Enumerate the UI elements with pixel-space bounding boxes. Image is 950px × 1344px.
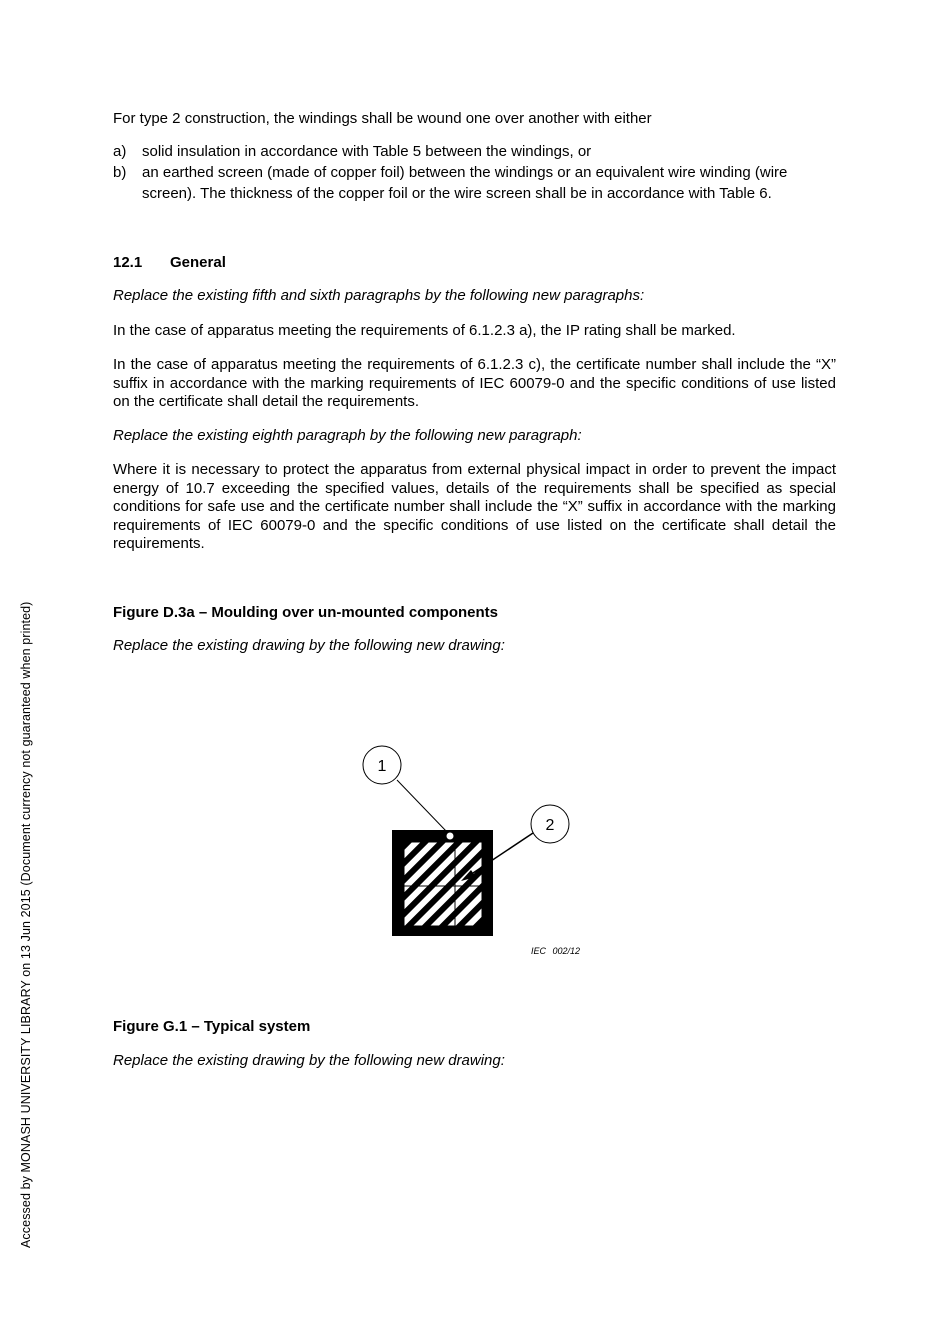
- hatched-component: [404, 842, 482, 926]
- body-paragraph: In the case of apparatus meeting the requirements of 6.1.2.3 a), the IP rating shall be marked.: [113, 321, 736, 339]
- component-dot: [447, 833, 454, 840]
- callout-label-2: 2: [545, 817, 555, 834]
- list-item-text: an earthed screen (made of copper foil) between the windings or an equivalent wire winding (wire screen). The thickness of the copper foil or the wire screen shall be in accordance with Table 6.: [142, 163, 788, 202]
- list-marker: b): [113, 163, 127, 181]
- options-list: [113, 141, 836, 204]
- callout-label-1: 1: [377, 758, 387, 775]
- figure-d3a-drawing: [355, 738, 600, 963]
- list-marker: a): [113, 142, 127, 160]
- figure-g1-title: Figure G.1 – Typical system: [113, 1017, 311, 1035]
- figure-d3a-instruction: Replace the existing drawing by the following new drawing:: [113, 637, 505, 654]
- list-item: [113, 141, 836, 162]
- instruction-paragraph: Replace the existing eighth paragraph by the following new paragraph:: [113, 426, 582, 444]
- figure-code: IEC 002/12: [531, 946, 581, 956]
- list-item: [113, 162, 836, 204]
- list-item-text: solid insulation in accordance with Table 5 between the windings, or: [142, 142, 592, 160]
- body-paragraph: In the case of apparatus meeting the requirements of 6.1.2.3 c), the certificate number shall include the “X” suffix in accordance with the marking requirements of IEC 60079-0 and the specific conditions of use listed on the certificate shall detail the requirements.: [113, 356, 836, 410]
- section-title: General: [170, 253, 226, 271]
- access-watermark: Accessed by MONASH UNIVERSITY LIBRARY on 13 Jun 2015 (Document currency not guaranteed when printed): [19, 601, 33, 1248]
- section-heading: [113, 254, 836, 273]
- figure-g1-instruction: Replace the existing drawing by the following new drawing:: [113, 1052, 505, 1069]
- intro-paragraph: For type 2 construction, the windings shall be wound one over another with either: [113, 110, 652, 127]
- moulding-drawing-svg: [355, 738, 600, 963]
- body-paragraph: Where it is necessary to protect the apparatus from external physical impact in order to prevent the impact energy of 10.7 exceeding the specified values, details of the requirements shall be specified as special conditions for safe use and the certificate number shall include the “X” suffix in accordance with the marking requirements of IEC 60079-0 and the specific conditions of use listed on the certificate shall detail the requirements.: [113, 461, 836, 552]
- leader-line-1: [397, 780, 447, 832]
- figure-d3a-title: Figure D.3a – Moulding over un-mounted components: [113, 603, 499, 621]
- instruction-paragraph: Replace the existing fifth and sixth paragraphs by the following new paragraphs:: [113, 287, 645, 304]
- section-number: 12.1: [113, 253, 143, 271]
